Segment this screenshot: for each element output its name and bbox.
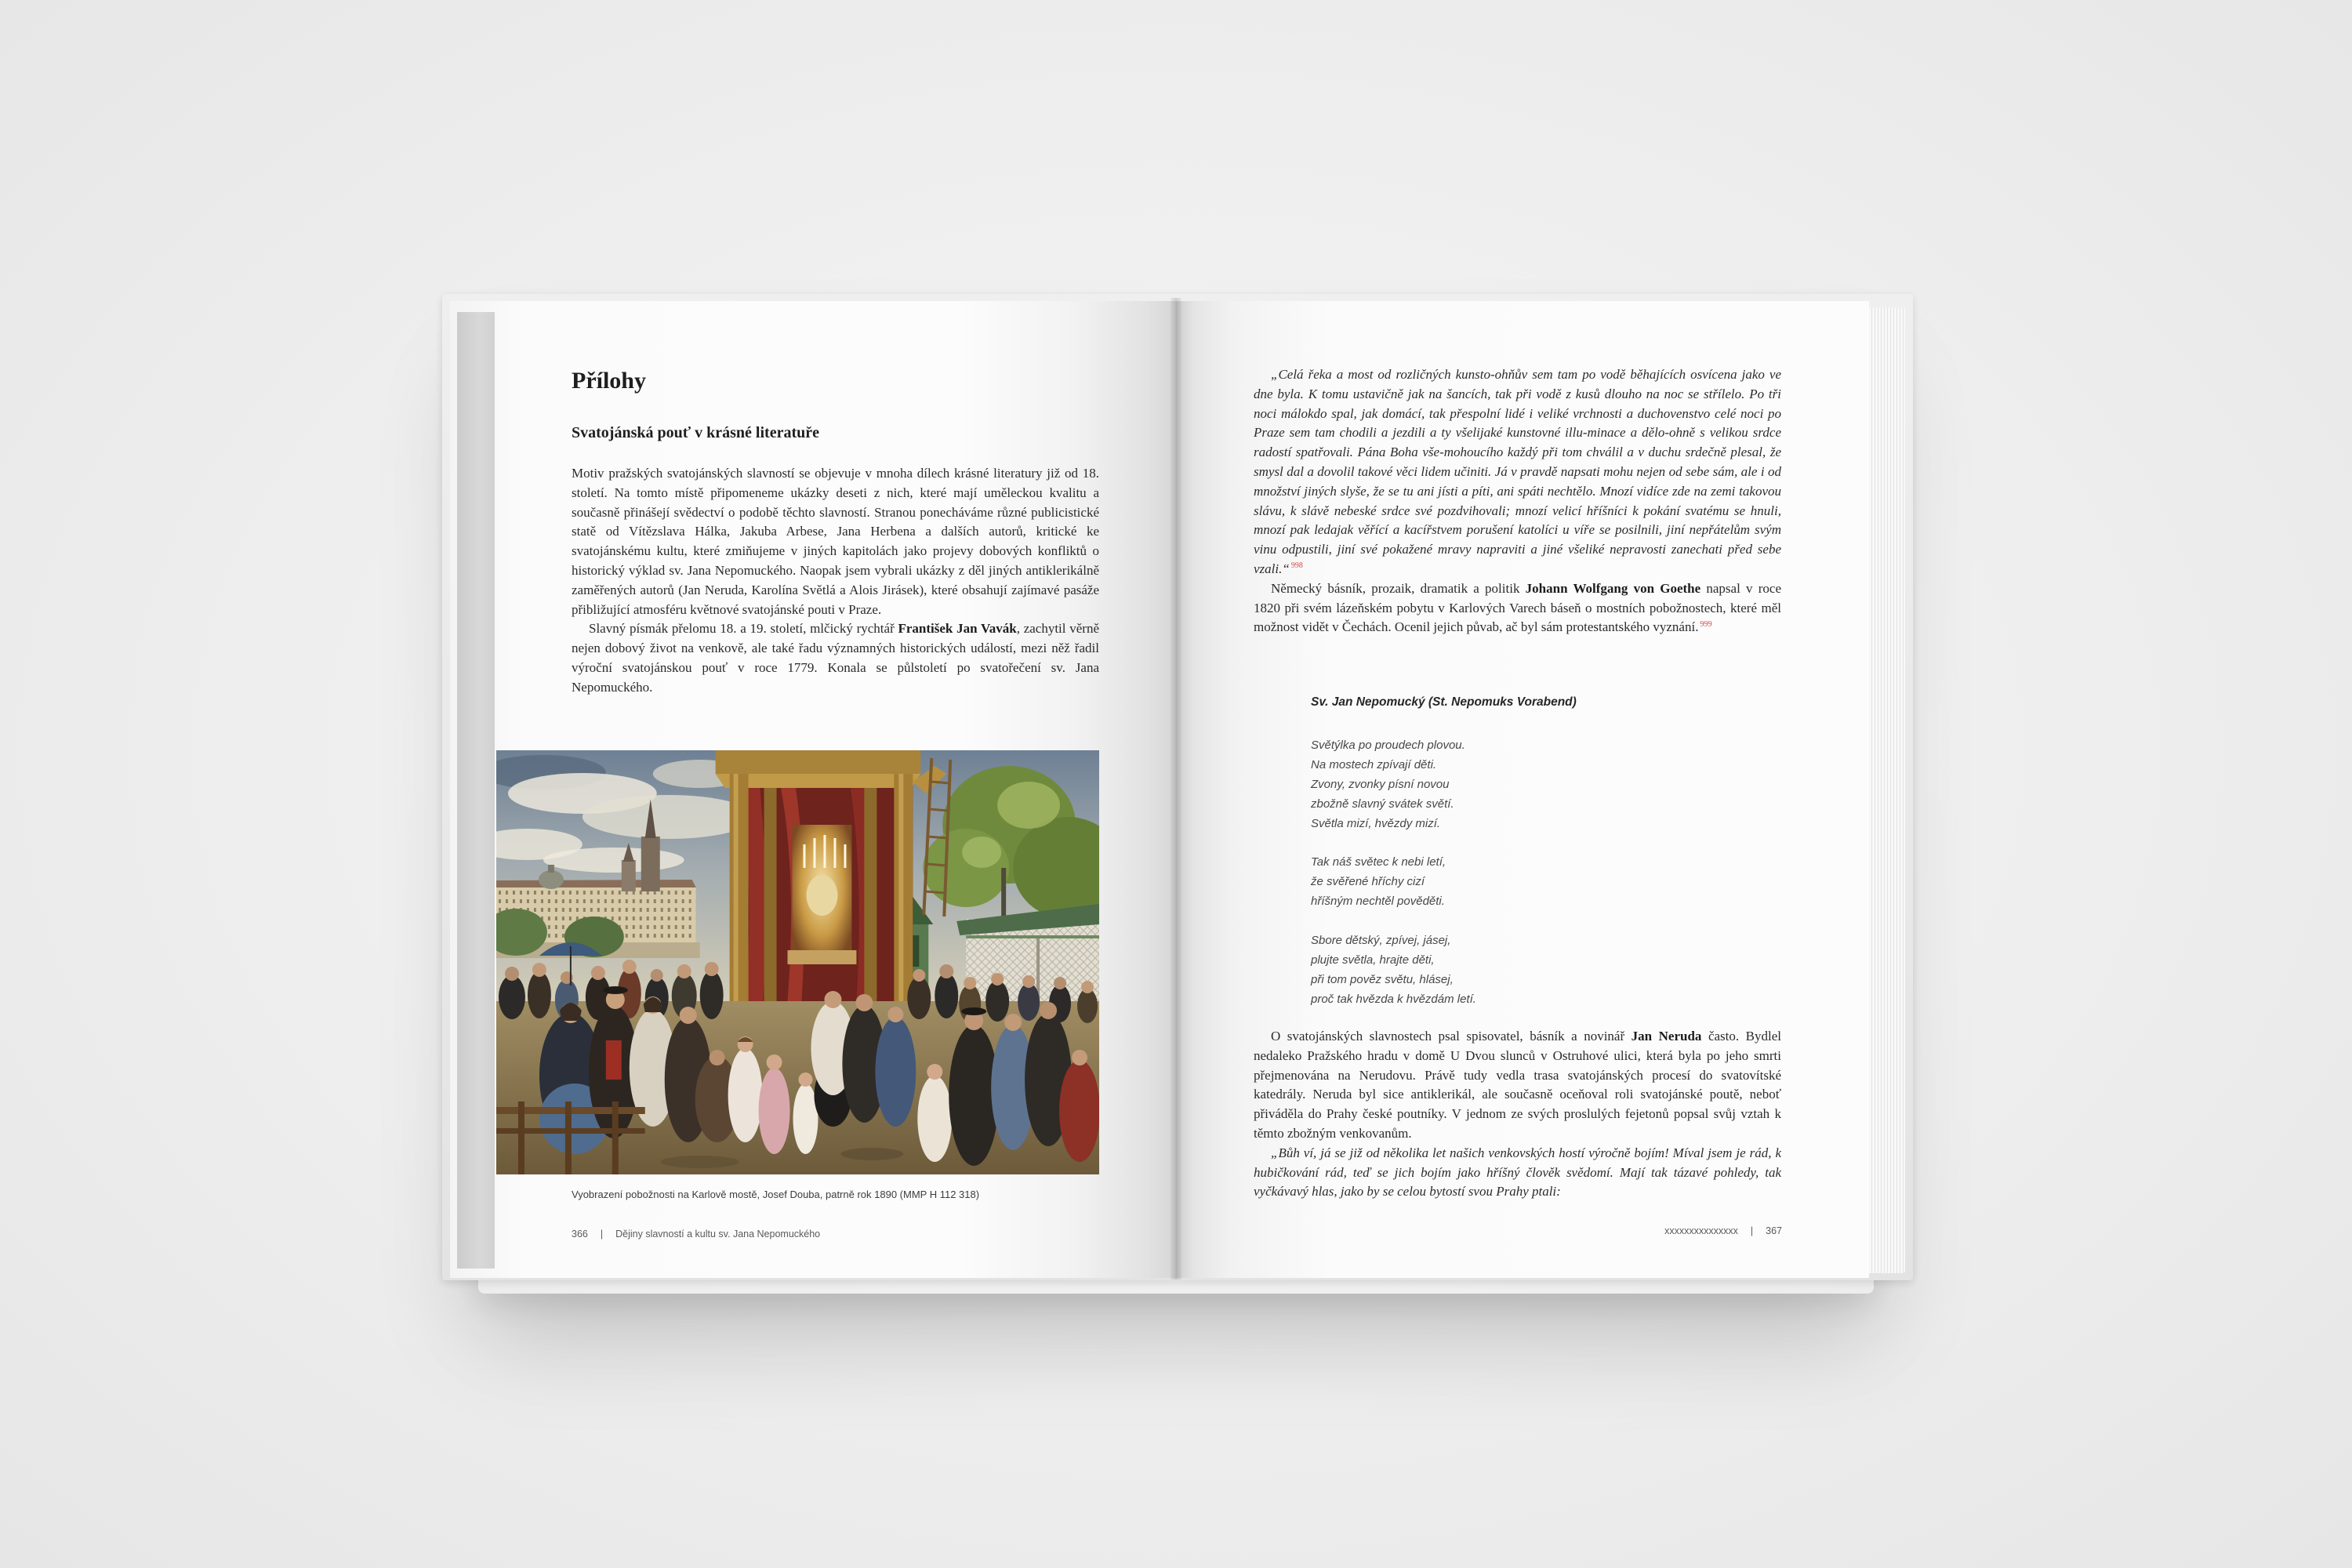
footer-separator: | [600,1229,604,1240]
poem-stanza [1311,931,1476,1010]
left-body-text [572,464,1099,698]
right-page-footer [1664,1225,1782,1236]
vavak-paragraph [572,619,1099,697]
footnote-marker: 999 [1700,619,1712,629]
poem-line: že svěřené hříchy cizí [1311,875,1425,889]
goethe-name: Johann Wolfgang von Goethe [1525,580,1701,596]
poem-line: plujte světla, hrajte děti, [1311,953,1435,967]
neruda-quote [1254,1144,1781,1202]
neruda-name: Jan Neruda [1631,1029,1702,1044]
page-stack-strip [457,312,495,1269]
poem-line: hříšným nechtěl pověděti. [1311,895,1445,909]
poem-line: proč tak hvězda k hvězdám letí. [1311,992,1476,1006]
right-body-text-lower [1254,1027,1781,1202]
poem-line: Světla mizí, hvězdy mizí. [1311,816,1441,830]
poem-stanza [1311,736,1476,834]
poem-line: zbožně slavný svátek světí. [1311,797,1454,811]
neruda-quote-text: „Bůh ví, já se již od několika let našich venkovských hostí výročně bojím! Míval jsem je rád, k hubičkování rád, teď se jich bojím jako hříšný člověk svědomí. Mají tak tázavé pohledy, tak vyčkávavý hlas, jako by se celou bytostí svou Prahy ptali: [1254,1145,1781,1200]
figure-caption: Vyobrazení pobožnosti na Karlově mostě, Josef Douba, patrně rok 1890 (MMP H 112 318) [572,1189,980,1200]
vavak-name: František Jan Vavák [898,621,1017,637]
page-edges [1869,307,1905,1273]
right-body-text [1254,365,1781,637]
running-title: xxxxxxxxxxxxxxx [1664,1225,1738,1236]
left-page [450,301,1176,1278]
footnote-marker: 998 [1290,561,1303,571]
poem-line: Sbore dětský, zpívej, jásej, [1311,934,1451,948]
goethe-paragraph-text-end: napsal v roce 1820 při svém lázeňském pobytu v Karlových Varech báseň o mostních pobožnostech, které měl možnost vidět v Čechách. Ocenil jejich půvab, ač byl sám protestantského vyznání. [1254,580,1782,635]
goethe-paragraph [1254,579,1781,637]
poem-line: Světýlka po proudech plovou. [1311,739,1465,752]
footer-separator: | [1750,1225,1754,1236]
intro-paragraph: Motiv pražských svatojánských slavností se objevuje v mnoha dílech krásné literatury již od 18. století. Na tomto místě připomeneme ukázky deseti z nich, které mají uměleckou kvalitu a současně přinášejí svědectví o podobě těchto slavností. Stranou ponecháváme různé publicistické statě od Vítězslava Hálka, Jakuba Arbese, Jana Herbena a dalších autorů, kritické ke svatojánskému kultu, které zmiňujeme v jiných kapitolách jako projevy dobových konfliktů o historický výklad sv. Jana Nepomuckého. Naopak jsem vybrali ukázky z děl jiných antiklerikálně zaměřených autorů (Jan Neruda, Karolína Světlá a Alois Jirásek), které obsahují zajímavé pasáže přibližující atmosféru květnové svatojánské pouti v Praze. [572,466,1099,617]
page-number: 366 [572,1229,588,1240]
book-spine [1171,298,1181,1279]
vavak-paragraph-text: Slavný písmák přelomu 18. a 19. století, mlčický rychtář [589,621,898,637]
neruda-paragraph [1254,1027,1781,1144]
poem-line: Tak náš světec k nebi letí, [1311,855,1446,869]
vavak-quote-text: „Celá řeka a most od rozličných kunsto-ohňův sem tam po vodě běhajících osvícena jako ve dne byla. K tomu ustavičně jak na šancích, tak při vodě z kusů dlouho na noc se střílelo. Po tři noci málokdo spal, jak domácí, tak přespolní lidé i veliké vrchnosti a duchovenstvo celé noci po Praze sem tam chodili a jezdili a ty všelijaké kunstovné illu-minace a dělo-ohně s velikou srdce radostí spatřovali. Pána Boha vše-mohoucího každý při tom chválil a v duchu srdečně plesal, že smysl dal a dovolil takové věci lidem učiniti. Já v pravdě napsati mohu nejen od sebe sám, ale i od množství jiných slyše, že se tu ani jísti a píti, ani spáti nechtělo. Mnozí vidíce zde na zemi takovou slávu, k slávě nebeské srdce své pozdvihovali; mnozí velicí hříšníci k pokání svatému se hnuli, mnozí pak ledajak věřící a kacířstvem porušení katolíci u víře se posilnili, jiní nepřátelům svým vinu odpustili, jiní své pokažené mravy napraviti a jiné všeliké nepravosti zanechati před sebe vzali.“ [1254,367,1781,576]
right-page [1176,301,1869,1278]
poem-line: Na mostech zpívají děti. [1311,757,1437,771]
neruda-paragraph-text-end: často. Bydlel nedaleko Pražského hradu v domě U Dvou slunců v Ostruhové ulici, která byla po jeho smrti přejmenována na Nerudovu. Právě tudy vedla trasa svatojánských procesí do svatovítské katedrály. Neruda byl sice antiklerikál, ale současně oceňoval roli svatojánské poutě, neboť přiváděla do Prahy české poutníky. V jednom ze svých proslulých fejetonů popsal svůj vztah k těmto zbožným venkovanům. [1254,1029,1781,1141]
painting-image [496,750,1099,1174]
poem-title: Sv. Jan Nepomucký (St. Nepomuks Vorabend) [1311,695,1577,709]
goethe-paragraph-text: Německý básník, prozaik, dramatik a politik [1271,580,1526,596]
running-title: Dějiny slavností a kultu sv. Jana Nepomuckého [615,1229,821,1240]
left-page-footer [572,1229,820,1240]
page-heading: Přílohy [572,368,646,394]
poem-stanza [1311,853,1476,912]
poem-line: při tom pověz světu, hlásej, [1311,972,1454,986]
neruda-paragraph-text: O svatojánských slavnostech psal spisovatel, básník a novinář [1271,1029,1632,1044]
poem-line: Zvony, zvonky písní novou [1311,777,1450,791]
page-number: 367 [1766,1225,1782,1236]
vavak-paragraph-text-end: , zachytil věrně nejen dobový život na venkově, ale také řadu významných historických událostí, mezi něž řadil výroční svatojánskou pouť v roce 1779. Konala se půlstoletí po svatořečení sv. Jana Nepomuckého. [572,621,1099,695]
poem [1311,736,1476,1029]
section-subheading: Svatojánská pouť v krásné literatuře [572,424,819,441]
vavak-quote [1254,365,1781,579]
